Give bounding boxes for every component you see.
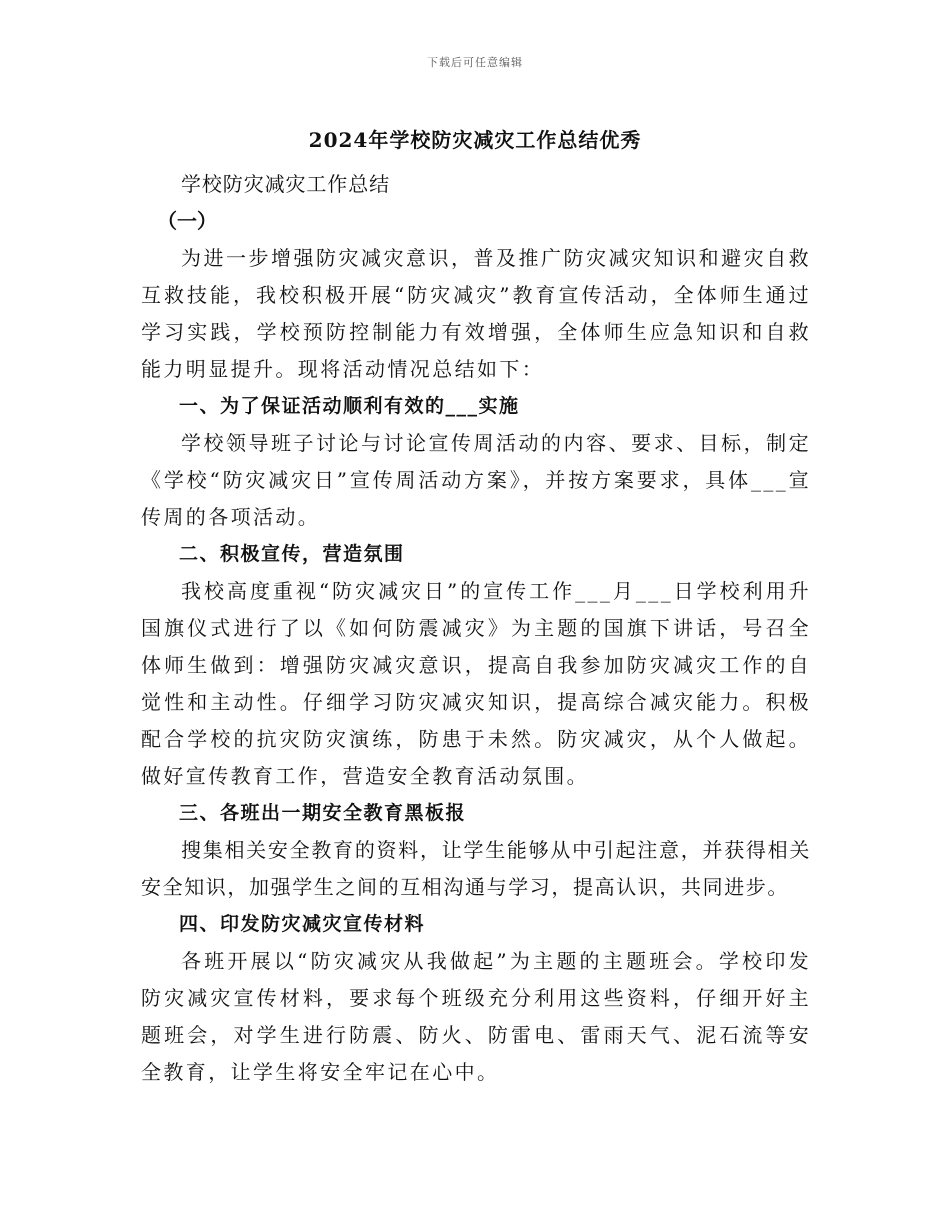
section-heading-2: 二、积极宣传，营造氛围 — [179, 543, 405, 565]
document-title: 2024年学校防灾减灾工作总结优秀 — [308, 128, 642, 152]
document-subtitle: 学校防灾减灾工作总结 — [181, 172, 390, 196]
header-note: 下载后可任意编辑 — [427, 56, 523, 69]
section-body-3: 搜集相关安全教育的资料，让学生能够从中引起注意，并获得相关安全知识，加强学生之间的互相沟通与学习，提高认识，共同进步。 — [141, 838, 811, 899]
section-body-1: 学校领导班子讨论与讨论宣传周活动的内容、要求、目标，制定《学校“防灾减灾日”宣传周活动方案》，并按方案要求，具体___宣传周的各项活动。 — [141, 431, 811, 529]
document-body — [141, 166, 811, 1091]
section-body-4: 各班开展以“防灾减灾从我做起”为主题的主题班会。学校印发防灾减灾宣传材料，要求每个班级充分利用这些资料，仔细开好主题班会，对学生进行防震、防火、防雷电、雷雨天气、泥石流等安全教育，让学生将安全牢记在心中。 — [141, 949, 811, 1084]
intro-paragraph: 为进一步增强防灾减灾意识，普及推广防灾减灾知识和避灾自救互救技能，我校积极开展“防灾减灾”教育宣传活动，全体师生通过学习实践，学校预防控制能力有效增强，全体师生应急知识和自救能力明显提升。现将活动情况总结如下： — [141, 246, 811, 381]
section-body-2: 我校高度重视“防灾减灾日”的宣传工作___月___日学校利用升国旗仪式进行了以《如何防震减灾》为主题的国旗下讲话，号召全体师生做到：增强防灾减灾意识，提高自我参加防灾减灾工作的自觉性和主动性。仔细学习防灾减灾知识，提高综合减灾能力。积极配合学校的抗灾防灾演练，防患于未然。防灾减灾，从个人做起。做好宣传教育工作，营造安全教育活动氛围。 — [141, 579, 811, 788]
section-heading-4: 四、印发防灾减灾宣传材料 — [179, 913, 426, 935]
section-heading-3: 三、各班出一期安全教育黑板报 — [179, 802, 467, 824]
part-label: （一） — [157, 209, 217, 233]
section-heading-1: 一、为了保证活动顺利有效的___实施 — [179, 395, 520, 417]
